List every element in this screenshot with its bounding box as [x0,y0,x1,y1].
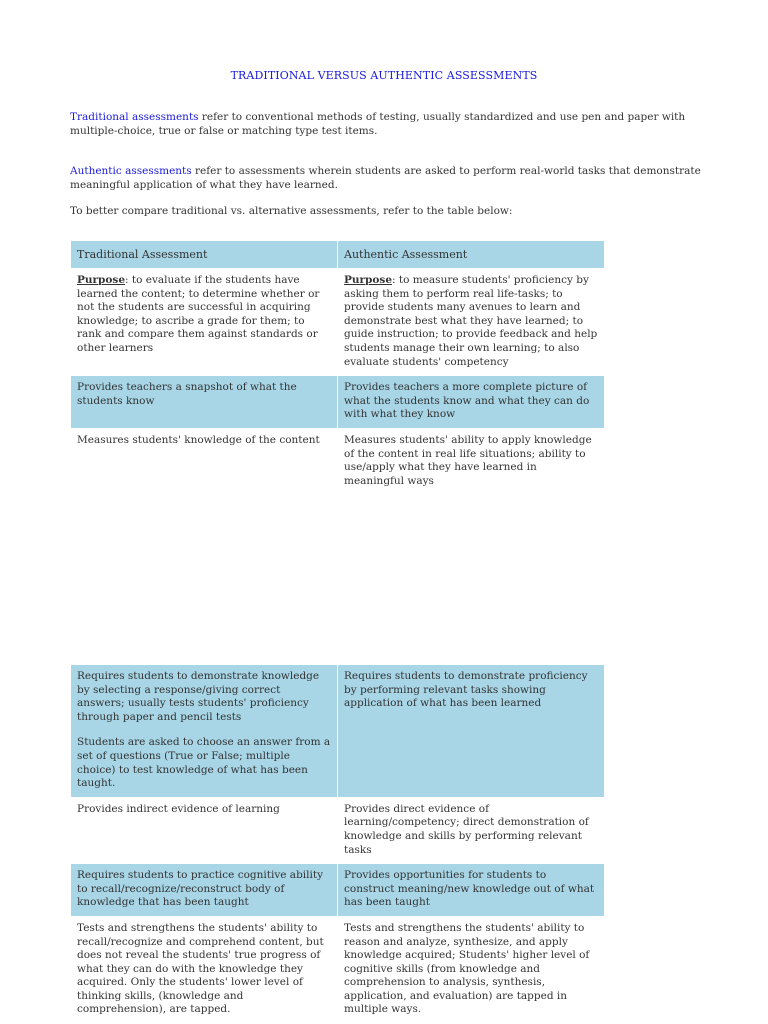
header-authentic: Authentic Assessment [338,241,605,269]
header-traditional: Traditional Assessment [71,241,338,269]
table-row [71,376,605,429]
authentic-term: Authentic assessments [70,165,192,177]
traditional-text: refer to conventional methods of testing, usually standardized and use pen and paper with multiple-choice, true or false or matching type test items. [70,111,686,137]
purpose-authentic: Purpose: to measure students' proficiency by asking them to perform real life-tasks; to provide students many avenues to learn and demonstrate best what they have learned; to guide instruction; to provide feedback and help students manage their own learning; to also evaluate students' competency [338,269,605,376]
table-cell: Provides opportunities for students to construct meaning/new knowledge out of what has been taught [338,864,605,917]
table-cell: Provides teachers a snapshot of what the students know [71,376,338,429]
table-cell: Provides indirect evidence of learning [71,797,338,863]
table-row [71,864,605,917]
table-row [71,916,605,1023]
compare-text: To better compare traditional vs. alternative assessments, refer to the table below: [70,205,513,217]
table-cell: Requires students to demonstrate knowledge by selecting a response/giving correct answers; usually tests students' proficiency through paper and pencil tests Students are asked to choose an answer from a set of questions (True or False; multiple choice) to test knowledge of what has been taught. [71,665,338,798]
table-cell: Tests and strengthens the students' ability to recall/recognize and comprehend content, but does not reveal the students' true progress of what they can do with the knowledge they acquired. Only the students' lower level of thinking skills, (knowledge and comprehension), are tapped. [71,916,338,1023]
table-row-purpose [71,269,605,376]
table-row [71,665,605,798]
purpose-label-authentic: Purpose [344,274,392,286]
table-cell: Measures students' ability to apply knowledge of the content in real life situations; ability to use/apply what they have learned in meaningful ways [338,428,605,494]
table-cell: Requires students to demonstrate proficiency by performing relevant tasks showing application of what has been learned [338,665,605,798]
table-header-row [71,241,605,269]
purpose-traditional: Purpose: to evaluate if the students have learned the content; to determine whether or not the students are successful in acquiring knowledge; to ascribe a grade for them; to rank and compare them against standards or other learners [71,269,338,376]
table-row [71,797,605,863]
table-cell: Tests and strengthens the students' ability to reason and analyze, synthesize, and apply knowledge acquired; Students' higher level of cognitive skills (from knowledge and comprehension to analysis, synthesis, application, and evaluation) are tapped in multiple ways. [338,916,605,1023]
traditional-definition [70,111,710,138]
table-cell: Provides direct evidence of learning/competency; direct demonstration of knowledge and skills by performing relevant tasks [338,797,605,863]
authentic-text: refer to assessments wherein students are asked to perform real-world tasks that demonstrate meaningful application of what they have learned. [70,165,701,191]
table-cell: Requires students to practice cognitive ability to recall/recognize/reconstruct body of knowledge that has been taught [71,864,338,917]
authentic-definition [70,165,710,192]
comparison-table-bottom [70,664,605,1024]
table-row [71,428,605,494]
traditional-term: Traditional assessments [70,111,199,123]
table-cell: Provides teachers a more complete picture of what the students know and what they can do with what they know [338,376,605,429]
comparison-table-top [70,240,605,495]
table-cell: Measures students' knowledge of the content [71,428,338,494]
page-title: TRADITIONAL VERSUS AUTHENTIC ASSESSMENTS [230,69,538,82]
purpose-label-traditional: Purpose [77,274,125,286]
